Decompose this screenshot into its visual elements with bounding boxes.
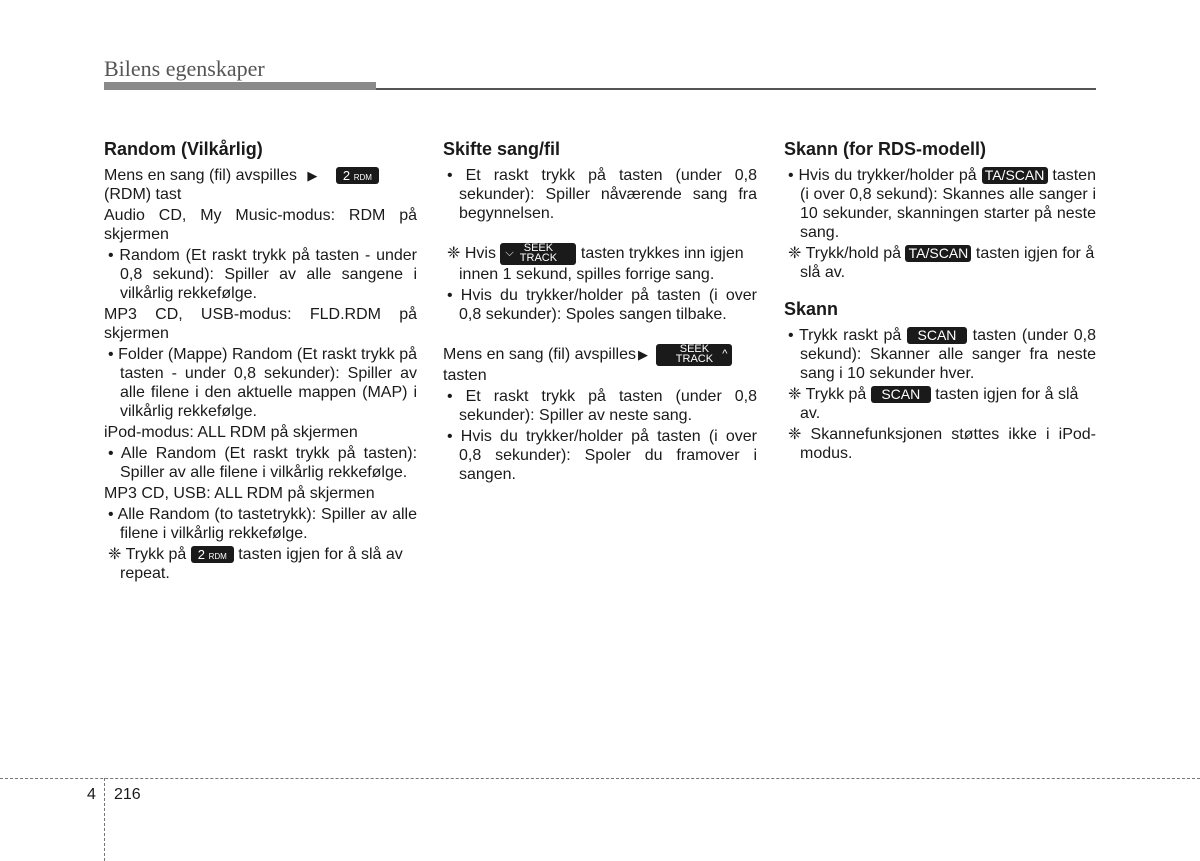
footer-dashed-divider [104, 778, 105, 861]
random-intro [104, 166, 417, 204]
column-scan [784, 138, 1096, 465]
bullet-icon: • [447, 388, 453, 405]
scan-rds-bullet-text-b: tasten (i over 0,8 sekund): Skannes alle sanger i 10 sekunder, skanningen starter på neste sang. [800, 167, 1096, 241]
seek-track-down-button-icon [500, 243, 576, 265]
spacer [443, 326, 757, 344]
scan-note-2 [784, 425, 1096, 463]
ta-scan-button-icon: TA/SCAN [982, 167, 1048, 184]
bullet-icon: • [108, 247, 114, 264]
spacer [443, 225, 757, 243]
scan-rds-note-text-a: Trykk/hold på [805, 245, 902, 262]
skip-intro-text: Mens en sang (fil) avspilles [443, 346, 636, 364]
scan-note-1 [784, 385, 1096, 423]
random-bullet-1-text: Random (Et raskt trykk på tasten - under 0,8 sekund): Spiller av alle sangene i vilkårlig rekkefølge. [119, 247, 417, 302]
column-skip-track [443, 138, 757, 486]
chapter-number: 4 [87, 786, 96, 803]
seek-label: SEEK [679, 343, 710, 355]
scan-rds-bullet-text-a: Hvis du trykker/holder på [798, 167, 977, 184]
skip-note-text-a: Hvis [464, 245, 496, 263]
random-mp3-mode: MP3 CD, USB-modus: FLD.RDM på skjermen [104, 306, 417, 342]
random-mp3-usb-mode: MP3 CD, USB: ALL RDM på skjermen [104, 485, 375, 502]
note-icon: ❈ [788, 386, 802, 403]
bullet-icon: • [447, 167, 453, 184]
scan-button-icon: SCAN [871, 386, 931, 403]
random-audio-cd-mode: Audio CD, My Music-modus: RDM på skjermen [104, 207, 417, 243]
rdm-button-icon [191, 546, 234, 563]
page-number: 216 [114, 786, 141, 803]
scan-bullet-text-b: tasten (under 0,8 sekund): Skanner alle sanger fra neste sang i 10 sekunder hver. [800, 327, 1097, 382]
rdm-button-label: RDM [208, 552, 227, 562]
random-ipod-mode: iPod-modus: ALL RDM på skjermen [104, 424, 358, 441]
skip-bullet-2 [443, 286, 757, 324]
track-label: TRACK [519, 252, 558, 264]
bullet-icon: • [108, 346, 114, 363]
scan-note-1-text-b: tasten igjen for å slå av. [800, 386, 1079, 422]
skip-bullet-3 [443, 387, 757, 425]
random-intro-text: Mens en sang (fil) avspilles [104, 167, 297, 184]
heading-scan-rds: Skann (for RDS-modell) [784, 139, 987, 159]
scan-note-2-text: Skannefunksjonen støttes ikke i iPod-modus. [800, 426, 1096, 462]
chevron-down-icon: ⌵ [505, 247, 514, 259]
random-bullet-4-text: Alle Random (to tastetrykk): Spiller av alle filene i vilkårlig rekkefølge. [117, 506, 418, 542]
random-note [104, 545, 417, 583]
header-rule-thin [376, 88, 1096, 90]
skip-bullet-1 [443, 166, 757, 223]
skip-bullet-4 [443, 427, 757, 484]
random-intro-tail: (RDM) tast [104, 186, 182, 203]
column-random [104, 138, 417, 585]
ta-scan-button-icon: TA/SCAN [905, 245, 971, 262]
footer-dashed-rule [0, 778, 1200, 779]
rdm-button-number: 2 [197, 547, 205, 563]
header-rule-thick [104, 82, 376, 90]
scan-bullet-text-a: Trykk raskt på [798, 327, 902, 344]
rdm-button-label: RDM [353, 173, 372, 183]
rdm-button-icon [336, 167, 379, 184]
track-label: TRACK [675, 353, 714, 365]
scan-rds-note-text-b: tasten igjen for å slå av. [800, 245, 1095, 281]
random-bullet-2-text: Folder (Mappe) Random (Et raskt trykk på tasten - under 0,8 sekunder): Spiller av alle filene i den aktuelle mappen (MAP) i vilkårlig rekkefølge. [118, 346, 418, 420]
random-bullet-2 [104, 345, 417, 421]
heading-random: Random (Vilkårlig) [104, 139, 263, 159]
random-bullet-4 [104, 505, 417, 543]
play-triangle-icon: ▶ [637, 347, 648, 363]
skip-note [443, 243, 757, 284]
skip-bullet-4-text: Hvis du trykker/holder på tasten (i over 0,8 sekunder): Spoler du framover i sangen. [459, 428, 757, 483]
heading-skip-track: Skifte sang/fil [443, 139, 561, 159]
random-bullet-3 [104, 444, 417, 482]
bullet-icon: • [447, 287, 453, 304]
random-bullet-3-text: Alle Random (Et raskt trykk på tasten): Spiller av alle filene i vilkårlig rekkefølge. [120, 445, 418, 481]
bullet-icon: • [788, 327, 794, 344]
play-triangle-icon: ▶ [307, 168, 318, 183]
bullet-icon: • [108, 506, 114, 523]
spacer [784, 284, 1096, 298]
note-icon: ❈ [788, 245, 802, 262]
note-icon: ❈ [447, 245, 461, 263]
heading-scan: Skann [784, 299, 839, 319]
random-note-text-b: tasten igjen for å slå av repeat. [120, 546, 403, 582]
page-header-title: Bilens egenskaper [104, 56, 265, 81]
random-bullet-1 [104, 246, 417, 303]
scan-rds-bullet [784, 166, 1096, 242]
bullet-icon: • [447, 428, 453, 445]
bullet-icon: • [788, 167, 794, 184]
skip-bullet-2-text: Hvis du trykker/holder på tasten (i over 0,8 sekunder): Spoles sangen tilbake. [459, 287, 757, 323]
rdm-button-number: 2 [342, 168, 351, 184]
skip-bullet-3-text: Et raskt trykk på tasten (under 0,8 sekunder): Spiller av neste sang. [459, 388, 757, 424]
seek-track-up-button-icon [656, 344, 732, 366]
scan-note-1-text-a: Trykk på [805, 386, 867, 403]
skip-intro-tail: tasten [443, 367, 487, 384]
scan-rds-note [784, 244, 1096, 282]
scan-button-icon: SCAN [907, 327, 967, 344]
note-icon: ❈ [788, 426, 802, 443]
seek-label: SEEK [523, 242, 554, 254]
skip-intro [443, 344, 757, 385]
scan-bullet [784, 326, 1096, 383]
random-note-text-a: Trykk på [125, 546, 187, 563]
bullet-icon: • [108, 445, 114, 462]
skip-bullet-1-text: Et raskt trykk på tasten (under 0,8 sekunder): Spiller nåværende sang fra begynnelsen. [459, 167, 757, 222]
skip-note-text-b: tasten trykkes inn igjen innen 1 sekund, spilles forrige sang. [459, 245, 744, 283]
note-icon: ❈ [108, 546, 122, 563]
chevron-up-icon: ^ [722, 348, 728, 360]
